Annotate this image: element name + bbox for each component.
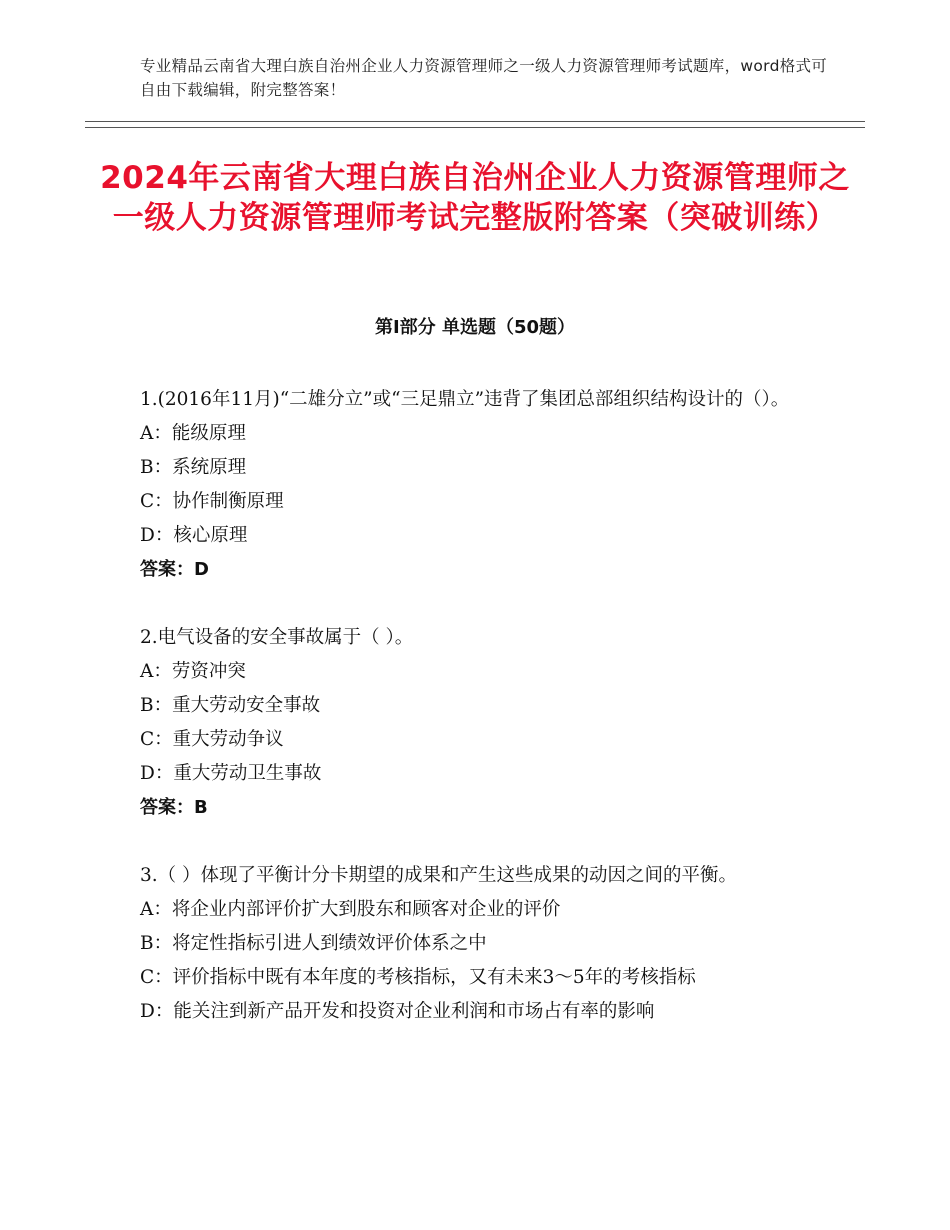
question-2 (140, 621, 810, 825)
option-a: A：将企业内部评价扩大到股东和顾客对企业的评价 (140, 899, 561, 920)
option-c: C：评价指标中既有本年度的考核指标，又有未来3～5年的考核指标 (140, 967, 696, 988)
option-a: A：劳资冲突 (140, 661, 246, 682)
answer: 答案：B (140, 797, 208, 818)
question-stem: 2.电气设备的安全事故属于（ ）。 (140, 627, 414, 648)
header-divider (85, 121, 865, 128)
option-a: A：能级原理 (140, 423, 246, 444)
answer: 答案：D (140, 559, 209, 580)
document-title: 2024年云南省大理白族自治州企业人力资源管理师之一级人力资源管理师考试完整版附答案（突破训练） (100, 160, 850, 236)
question-3 (140, 859, 810, 1029)
question-stem: 1.(2016年11月)“二雄分立”或“三足鼎立”违背了集团总部组织结构设计的（）。 (140, 389, 790, 410)
header-note: 专业精品云南省大理白族自治州企业人力资源管理师之一级人力资源管理师考试题库，word格式可自由下载编辑，附完整答案！ (140, 57, 828, 99)
option-c: C：协作制衡原理 (140, 491, 284, 512)
option-d: D：核心原理 (140, 525, 248, 546)
option-b: B：重大劳动安全事故 (140, 695, 321, 716)
option-b: B：系统原理 (140, 457, 247, 478)
option-b: B：将定性指标引进人到绩效评价体系之中 (140, 933, 487, 954)
question-1 (140, 383, 810, 587)
section-title: 第Ⅰ部分 单选题（50题） (374, 317, 575, 338)
option-c: C：重大劳动争议 (140, 729, 284, 750)
question-list (140, 383, 810, 1063)
question-stem: 3.（ ）体现了平衡计分卡期望的成果和产生这些成果的动因之间的平衡。 (140, 865, 738, 886)
option-d: D：能关注到新产品开发和投资对企业利润和市场占有率的影响 (140, 1001, 655, 1022)
option-d: D：重大劳动卫生事故 (140, 763, 322, 784)
